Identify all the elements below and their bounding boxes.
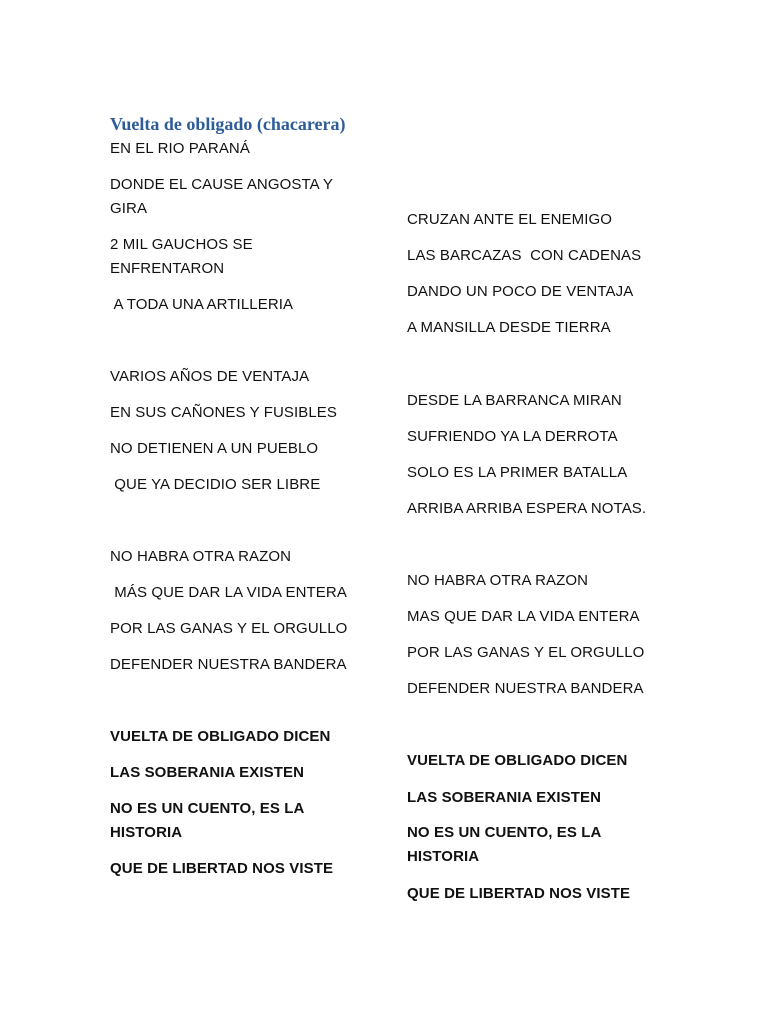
lyric-line: NO HABRA OTRA RAZON [110,548,292,565]
lyric-line: NO DETIENEN A UN PUEBLO [110,440,319,457]
lyric-line: MÁS QUE DAR LA VIDA ENTERA [110,584,347,601]
chorus-line: LAS SOBERANIA EXISTEN [110,764,305,781]
chorus-line: NO ES UN CUENTO, ES LA HISTORIA [407,824,601,865]
chorus-line: QUE DE LIBERTAD NOS VISTE [110,860,334,877]
lyric-line: DESDE LA BARRANCA MIRAN [407,392,622,409]
song-title: Vuelta de obligado (chacarera) [110,114,346,134]
lyric-line: ARRIBA ARRIBA ESPERA NOTAS. [407,500,647,517]
lyric-line: POR LAS GANAS Y EL ORGULLO [110,620,348,637]
lyric-line: MAS QUE DAR LA VIDA ENTERA [407,608,640,625]
chorus-line: VUELTA DE OBLIGADO DICEN [110,728,331,745]
chorus-line: VUELTA DE OBLIGADO DICEN [407,752,628,769]
lyric-line: EN EL RIO PARANÁ [110,140,250,157]
lyric-line: POR LAS GANAS Y EL ORGULLO [407,644,645,661]
chorus-line: QUE DE LIBERTAD NOS VISTE [407,885,631,902]
lyric-line: DEFENDER NUESTRA BANDERA [407,680,644,697]
lyric-line: DONDE EL CAUSE ANGOSTA Y GIRA [110,176,333,217]
lyric-line: CRUZAN ANTE EL ENEMIGO [407,211,613,228]
chorus-line: LAS SOBERANIA EXISTEN [407,789,602,806]
lyric-line: SOLO ES LA PRIMER BATALLA [407,464,628,481]
lyric-line: 2 MIL GAUCHOS SE ENFRENTARON [110,236,253,277]
chorus-line: NO ES UN CUENTO, ES LA HISTORIA [110,800,304,841]
lyric-line: SUFRIENDO YA LA DERROTA [407,428,618,445]
lyric-line: A TODA UNA ARTILLERIA [110,296,294,313]
lyric-line: A MANSILLA DESDE TIERRA [407,319,611,336]
lyric-line: LAS BARCAZAS CON CADENAS [407,247,642,264]
lyric-line: DEFENDER NUESTRA BANDERA [110,656,347,673]
lyric-line: VARIOS AÑOS DE VENTAJA [110,368,310,385]
lyric-line: QUE YA DECIDIO SER LIBRE [110,476,321,493]
lyric-line: EN SUS CAÑONES Y FUSIBLES [110,404,338,421]
lyric-line: NO HABRA OTRA RAZON [407,572,589,589]
lyric-line: DANDO UN POCO DE VENTAJA [407,283,634,300]
